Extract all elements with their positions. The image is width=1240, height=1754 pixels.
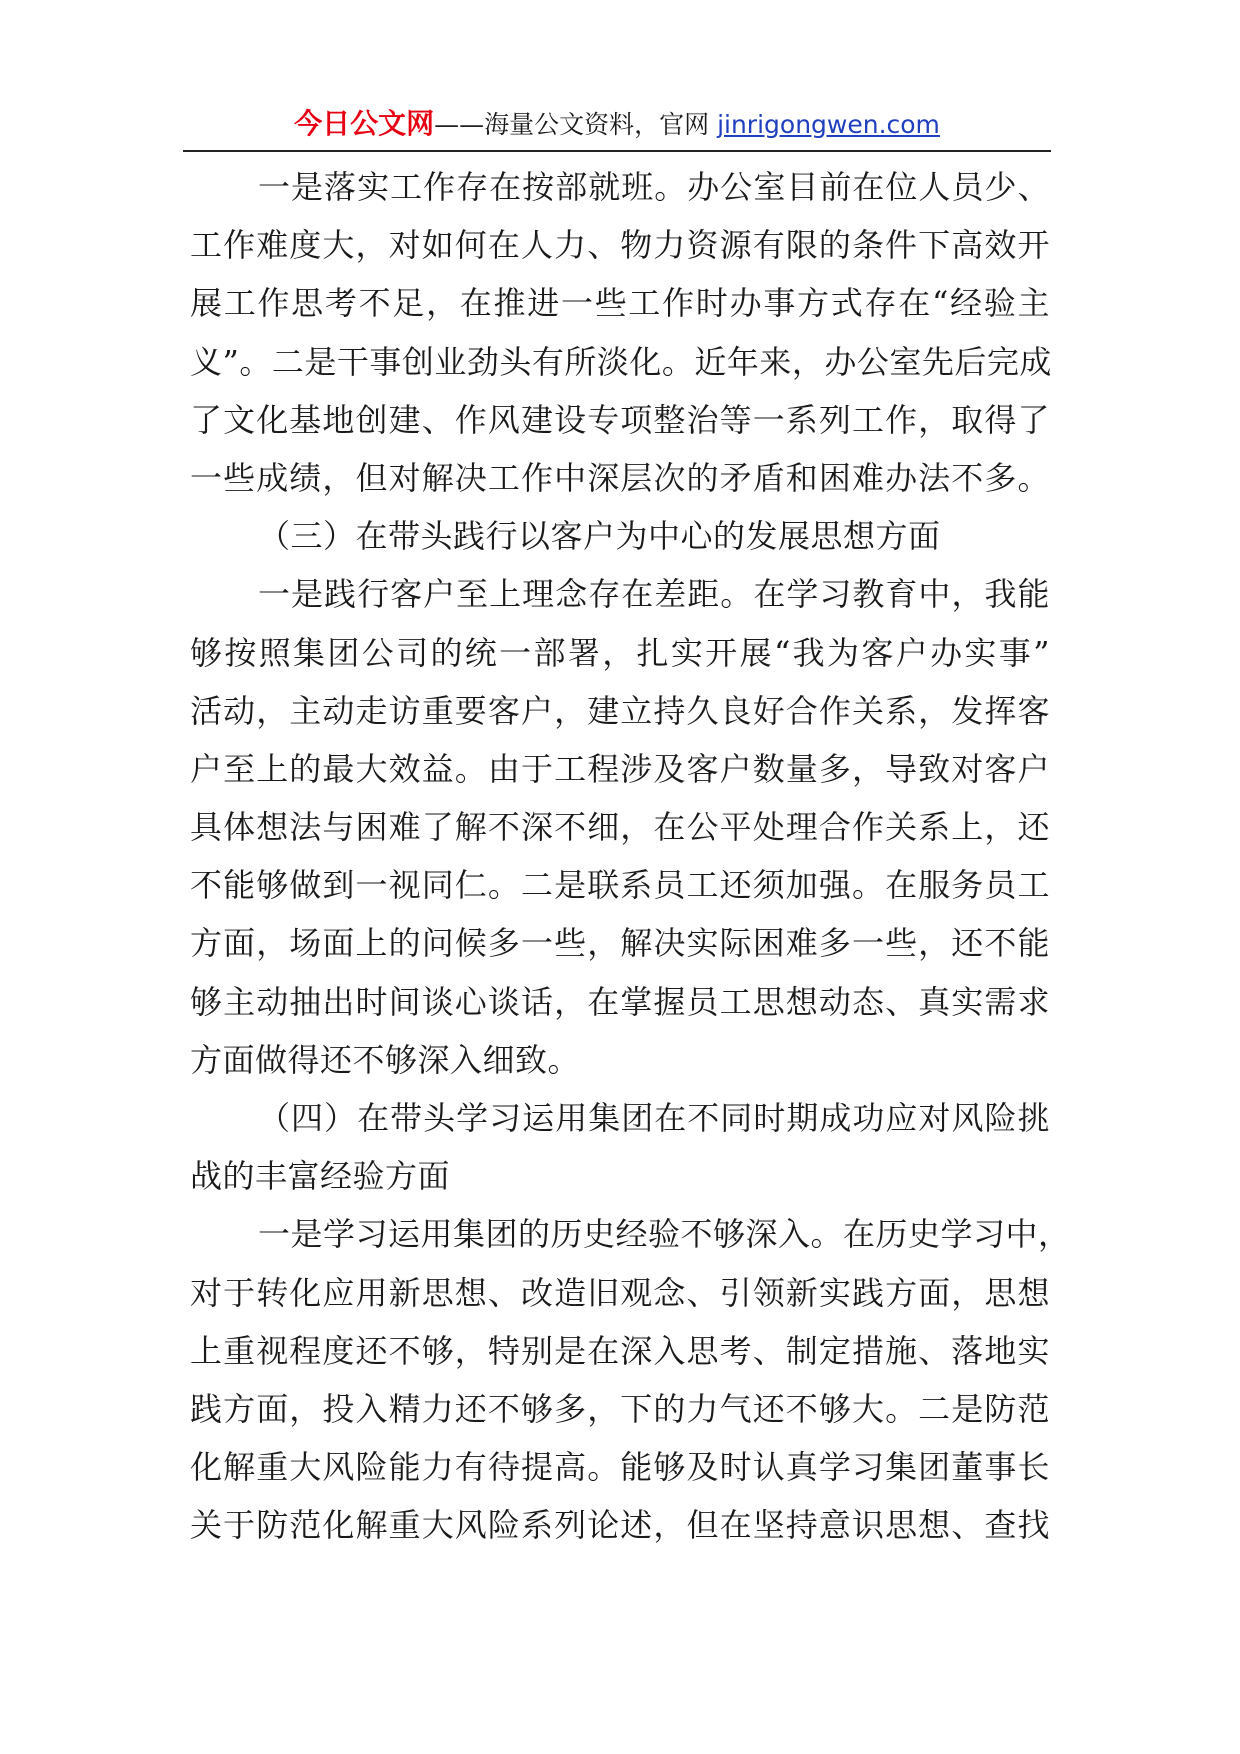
paragraph-line: 关于防范化解重大风险系列论述，但在坚持意识思想、查找: [190, 1506, 1050, 1545]
paragraph-line: 户至上的最大效益。由于工程涉及客户数量多，导致对客户: [190, 749, 1050, 788]
paragraph-line: 一是落实工作存在按部就班。办公室目前在位人员少、: [258, 168, 1050, 206]
header-separator: ——: [434, 110, 485, 139]
paragraph-line: 一些成绩，但对解决工作中深层次的矛盾和困难办法不多。: [190, 458, 1050, 497]
site-header: [183, 104, 1051, 152]
paragraph-line: 够按照集团公司的统一部署，扎实开展“我为客户办实事”: [190, 633, 1050, 672]
paragraph-line: 化解重大风险能力有待提高。能够及时认真学习集团董事长: [190, 1448, 1050, 1487]
paragraph-line: 展工作思考不足，在推进一些工作时办事方式存在“经验主: [190, 284, 1050, 323]
brand-name: 今日公文网: [294, 107, 435, 140]
section-heading: （四）在带头学习运用集团在不同时期成功应对风险挑: [258, 1099, 1050, 1137]
paragraph-line: 方面，场面上的问候多一些，解决实际困难多一些，还不能: [190, 924, 1050, 963]
paragraph-line: 践方面，投入精力还不够多，下的力气还不够大。二是防范: [190, 1389, 1050, 1428]
header-tagline: 海量公文资料，官网: [484, 110, 710, 139]
paragraph-line: 不能够做到一视同仁。二是联系员工还须加强。在服务员工: [190, 866, 1050, 905]
paragraph-line: 够主动抽出时间谈心谈话，在掌握员工思想动态、真实需求: [190, 982, 1050, 1021]
paragraph-line: 上重视程度还不够，特别是在深入思考、制定措施、落地实: [190, 1331, 1050, 1370]
paragraph-line: 具体想法与困难了解不深不细，在公平处理合作关系上，还: [190, 808, 1050, 847]
paragraph-line: 活动，主动走访重要客户，建立持久良好合作关系，发挥客: [190, 691, 1050, 730]
paragraph-line: 一是学习运用集团的历史经验不够深入。在历史学习中，: [258, 1215, 1071, 1254]
paragraph-line: 工作难度大，对如何在人力、物力资源有限的条件下高效开: [190, 226, 1050, 265]
paragraph-line: 对于转化应用新思想、改造旧观念、引领新实践方面，思想: [190, 1273, 1050, 1312]
paragraph-line: 了文化基地创建、作风建设专项整治等一系列工作，取得了: [190, 400, 1050, 439]
paragraph-line: 义”。二是干事创业劲头有所淡化。近年来，办公室先后完成: [190, 342, 1052, 381]
section-heading: （三）在带头践行以客户为中心的发展思想方面: [258, 517, 941, 556]
paragraph-line: 一是践行客户至上理念存在差距。在学习教育中，我能: [258, 575, 1050, 614]
document-body: [190, 158, 1071, 1555]
paragraph-line: 方面做得还不够深入细致。: [190, 1040, 581, 1079]
section-heading: 战的丰富经验方面: [190, 1157, 451, 1196]
site-link[interactable]: jinrigongwen.com: [717, 110, 940, 139]
